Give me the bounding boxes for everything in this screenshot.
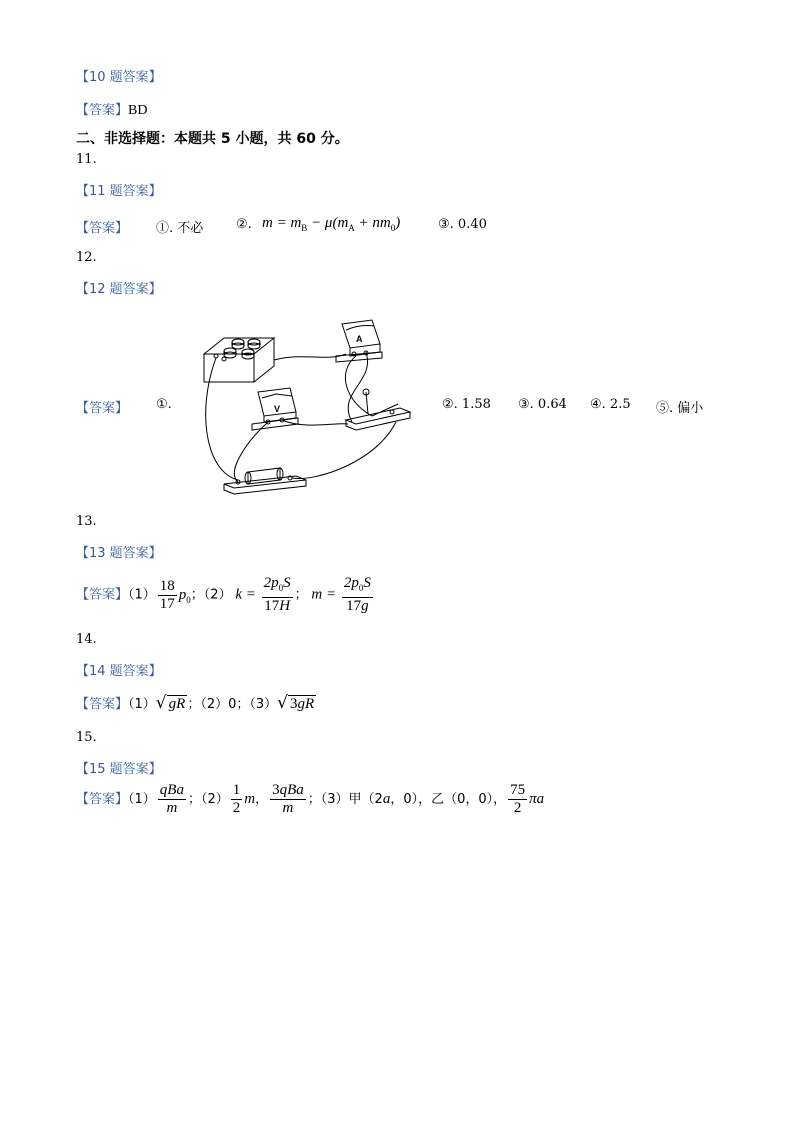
q12-part1-label: ①.: [156, 397, 172, 412]
switch: [346, 408, 410, 424]
q15-frac-half: $\frac{1}{2}$: [232, 782, 241, 816]
q15-p2: ；（2）: [187, 792, 229, 807]
q13-frac-k: $\frac{2p_0S}{17H}$: [263, 575, 291, 614]
q11-number: 11.: [76, 152, 97, 167]
q15-header: 【15 题答案】: [76, 762, 162, 777]
q11-formula: $m = m_B - \mu(m_A + nm_0)$: [262, 215, 401, 233]
q11-part2-label: ②.: [236, 217, 252, 232]
q13-frac-18-17: $\frac{18}{17}$: [159, 577, 175, 612]
q14-answer-row: 【答案】（1）√ gR ；（2）0；（3）√ 3gR: [76, 693, 315, 713]
q15-pi-a: πa: [529, 791, 545, 807]
q11-header: 【11 题答案】: [76, 184, 162, 199]
q13-p2: ；（2）: [190, 587, 232, 603]
q13-p3: ；: [294, 587, 308, 603]
q11-answer-label: 【答案】: [76, 221, 129, 236]
q12-part3: ③. 0.64: [518, 397, 567, 412]
q10-answer-label: 【答案】: [76, 103, 129, 118]
q13-p0: $p_0$: [178, 586, 191, 605]
q15-answer-row: [76, 782, 544, 817]
q15-answer-label: 【答案】: [76, 792, 129, 807]
voltmeter-label: V: [274, 404, 281, 414]
q13-p1: （1）: [128, 587, 156, 603]
q15-frac-75-2: $\frac{75}{2}$: [510, 782, 526, 816]
q15-number: 15.: [76, 730, 97, 745]
q14-answer-label: 【答案】: [76, 697, 129, 712]
q15-p1: （1）: [128, 792, 156, 807]
q12-part2: ②. 1.58: [442, 397, 491, 412]
q14-header: 【14 题答案】: [76, 664, 162, 679]
q15-m: m: [244, 791, 256, 807]
q13-k: k =: [231, 586, 260, 603]
q12-part4: ④. 2.5: [590, 397, 631, 412]
q13-frac-m: $\frac{2p_0S}{17g}$: [343, 575, 371, 614]
q12-answer-label: 【答案】: [76, 401, 129, 416]
q15-p5: ，0），乙（0，0），: [390, 792, 507, 807]
q14-p1: （1）: [128, 697, 156, 712]
q15-frac-qBa-m: $\frac{\text{qBa}}{m}$: [159, 782, 184, 816]
q15-p4: ；（3）甲（2: [307, 792, 383, 807]
q10-header: 【10 题答案】: [76, 70, 162, 85]
q12-part5: ⑤. 偏小: [656, 401, 704, 416]
q12-number: 12.: [76, 250, 97, 265]
q15-p3: ，: [255, 792, 269, 807]
q13-m: m =: [307, 586, 340, 603]
q14-number: 14.: [76, 632, 97, 647]
q13-answer-label: 【答案】: [76, 587, 129, 603]
q13-number: 13.: [76, 514, 97, 529]
q15-a: a: [382, 791, 391, 807]
circuit-diagram: [196, 312, 420, 498]
q14-sqrt-gR: gR: [168, 696, 186, 712]
q11-part1: ①. 不必: [156, 221, 204, 236]
q14-sqrt-3gR: 3gR: [289, 696, 315, 712]
ammeter-label: A: [356, 334, 363, 344]
section-heading: 二、非选择题：本题共 5 小题，共 60 分。: [76, 131, 349, 147]
q10-answer-row: [76, 99, 147, 119]
q11-part3: ③. 0.40: [438, 217, 487, 232]
q13-header: 【13 题答案】: [76, 546, 162, 561]
q15-frac-3qBa-m: $\frac{\text{3qBa}}{m}$: [272, 782, 304, 816]
resistance-box: [204, 338, 274, 354]
q10-answer: BD: [128, 103, 148, 118]
q13-answer-row: [76, 575, 375, 615]
q12-header: 【12 题答案】: [76, 282, 162, 297]
q14-p2: ；（2）0；（3）: [187, 697, 278, 712]
